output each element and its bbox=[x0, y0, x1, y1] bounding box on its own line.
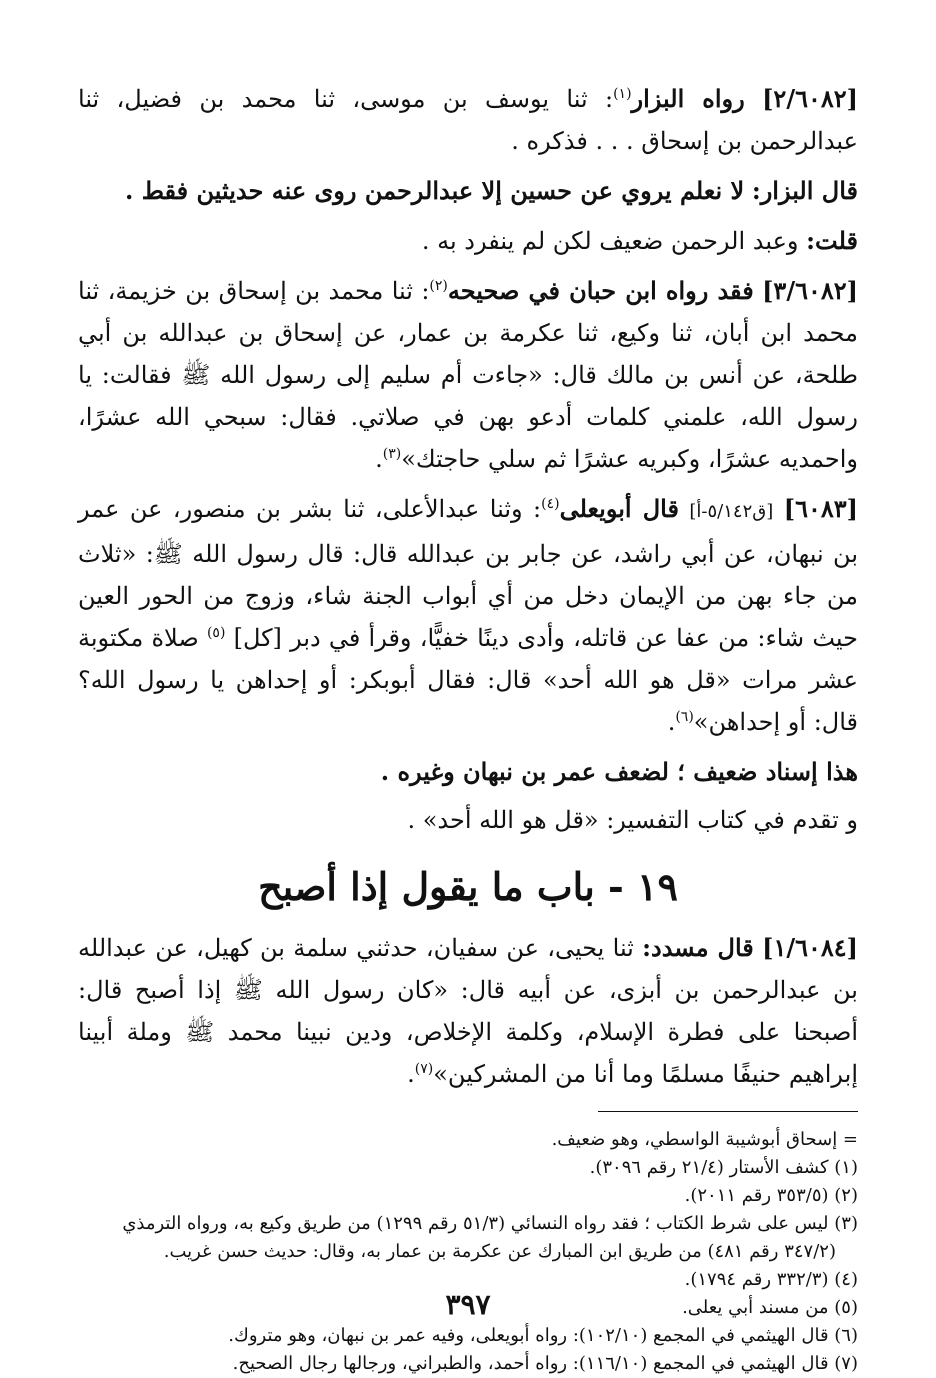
manuscript-ref: [ق٥/١٤٢-أ] bbox=[689, 501, 774, 522]
hadith-intro: فقد رواه ابن حبان في صحيحه bbox=[447, 276, 754, 305]
author-comment bbox=[78, 220, 858, 262]
footnote-marker: (٤) bbox=[541, 496, 560, 512]
footnote: (١) كشف الأستار (٢١/٤ رقم ٣٠٩٦). bbox=[589, 1157, 858, 1178]
hadith-text: ثنا يحيى، عن سفيان، حدثني سلمة بن كهيل، عن عبدالله بن عبدالرحمن بن أبزى، عن أبيه قال: «كان رسول الله ﷺ إذا أصبح قال: أصبحنا على فطرة الإسلام، وكلمة الإخلاص، ودين نبينا محمد ﷺ وملة أبينا إبراهيم حنيفًا مسلمًا وما أنا من المشركين» bbox=[78, 934, 858, 1088]
hadith-text: : وثنا عبدالأعلى، ثنا بشر بن منصور، عن عمر بن نبهان، عن أبي راشد، عن جابر بن عبدالله قال: قال رسول الله ﷺ: «ثلاث من جاء بهن من الإيمان دخل من أي أبواب الجنة شاء، وزوج من الحور العين حيث شاء: من عفا عن قاتله، وأدى دينًا خفيًّا، وقرأ في دبر [كل] bbox=[78, 495, 858, 652]
cross-reference: و تقدم في كتاب التفسير: «قل هو الله أحد» . bbox=[407, 806, 858, 834]
page-number: ٣٩٧ bbox=[445, 1288, 491, 1321]
footnote-continued-line: (٣٤٧/٢ رقم ٤٨١) من طريق ابن المبارك عن عكرمة بن عمار به، وقال: حديث حسن غريب. bbox=[163, 1241, 836, 1262]
period: . bbox=[407, 1060, 415, 1088]
footnote-marker: (٣) bbox=[382, 446, 402, 462]
footnote: (٤) (٣٣٢/٣ رقم ١٧٩٤). bbox=[684, 1269, 858, 1290]
comment-text: وعبد الرحمن ضعيف لكن لم ينفرد به . bbox=[421, 227, 799, 255]
period: . bbox=[375, 445, 383, 473]
footnote-separator bbox=[598, 1111, 858, 1112]
hadith-ref: [١/٦٠٨٤] bbox=[762, 933, 859, 962]
footnotes bbox=[78, 1126, 858, 1378]
hadith-6083 bbox=[78, 488, 858, 743]
hadith-6082-2 bbox=[78, 78, 858, 162]
footnote: (٣) ليس على شرط الكتاب ؛ فقد رواه النسائي (٥١/٣ رقم ١٢٩٩) من طريق وكيع به، ورواه الترمذي bbox=[122, 1213, 858, 1234]
hadith-6084-1 bbox=[78, 927, 858, 1095]
footnote: (٥) من مسند أبي يعلى. bbox=[682, 1297, 858, 1318]
bazzar-comment bbox=[78, 170, 858, 212]
footnote-marker: (٢) bbox=[429, 278, 448, 294]
grading-text: هذا إسناد ضعيف ؛ لضعف عمر بن نبهان وغيره . bbox=[380, 757, 858, 786]
hadith-intro: قال مسدد: bbox=[642, 933, 754, 962]
footnote: (٧) قال الهيثمي في المجمع (١١٦/١٠): رواه أحمد، والطبراني، ورجالها رجال الصحيح. bbox=[232, 1353, 858, 1374]
footnote-marker: (٦) bbox=[675, 709, 694, 725]
comment-text: لا نعلم يروي عن حسين إلا عبدالرحمن روى عنه حديثين فقط . bbox=[125, 176, 745, 205]
hadith-text-continued: صلاة مكتوبة عشر مرات «قل هو الله أحد» قال: فقال أبوبكر: أو إحداهن يا رسول الله؟ قال: أو إحداهن» bbox=[78, 624, 858, 736]
footnote-marker: (٥) bbox=[206, 625, 226, 641]
hadith-ref: [٦٠٨٣] bbox=[783, 494, 858, 523]
footnote-marker: (٧) bbox=[414, 1061, 434, 1077]
hadith-intro: قال أبويعلى bbox=[559, 494, 679, 523]
comment-lead: قلت: bbox=[806, 226, 858, 255]
hadith-intro: رواه البزار bbox=[631, 84, 745, 113]
hadith-text: : ثنا يوسف بن موسى، ثنا محمد بن فضيل، ثنا عبدالرحمن بن إسحاق . . . فذكره . bbox=[78, 85, 858, 155]
chapter-heading: ١٩ - باب ما يقول إذا أصبح bbox=[258, 864, 678, 909]
hadith-ref: [٢/٦٠٨٢] bbox=[762, 84, 858, 113]
hadith-text: : ثنا محمد بن إسحاق بن خزيمة، ثنا محمد ابن أبان، ثنا وكيع، ثنا عكرمة بن عمار، عن إسحاق بن عبدالله بن أبي طلحة، عن أنس بن مالك قال: «جاءت أم سليم إلى رسول الله ﷺ فقالت: يا رسول الله، علمني كلمات أدعو بهن في صلاتي. فقال: سبحي الله عشرًا، واحمديه عشرًا، وكبريه عشرًا ثم سلي حاجتك» bbox=[78, 277, 858, 473]
hadith-ref: [٣/٦٠٨٢] bbox=[762, 276, 858, 305]
footnote-marker: (١) bbox=[613, 86, 632, 102]
comment-lead: قال البزار: bbox=[751, 176, 858, 205]
hadith-6082-3 bbox=[78, 270, 858, 480]
footnote: (٦) قال الهيثمي في المجمع (١٠٢/١٠): رواه أبويعلى، وفيه عمر بن نبهان، وهو متروك. bbox=[228, 1325, 858, 1346]
footnote: (٢) (٣٥٣/٥ رقم ٢٠١١). bbox=[684, 1185, 858, 1206]
footnote-continuation: = إسحاق أبوشيبة الواسطي، وهو ضعيف. bbox=[551, 1129, 858, 1150]
period: . bbox=[667, 708, 676, 736]
